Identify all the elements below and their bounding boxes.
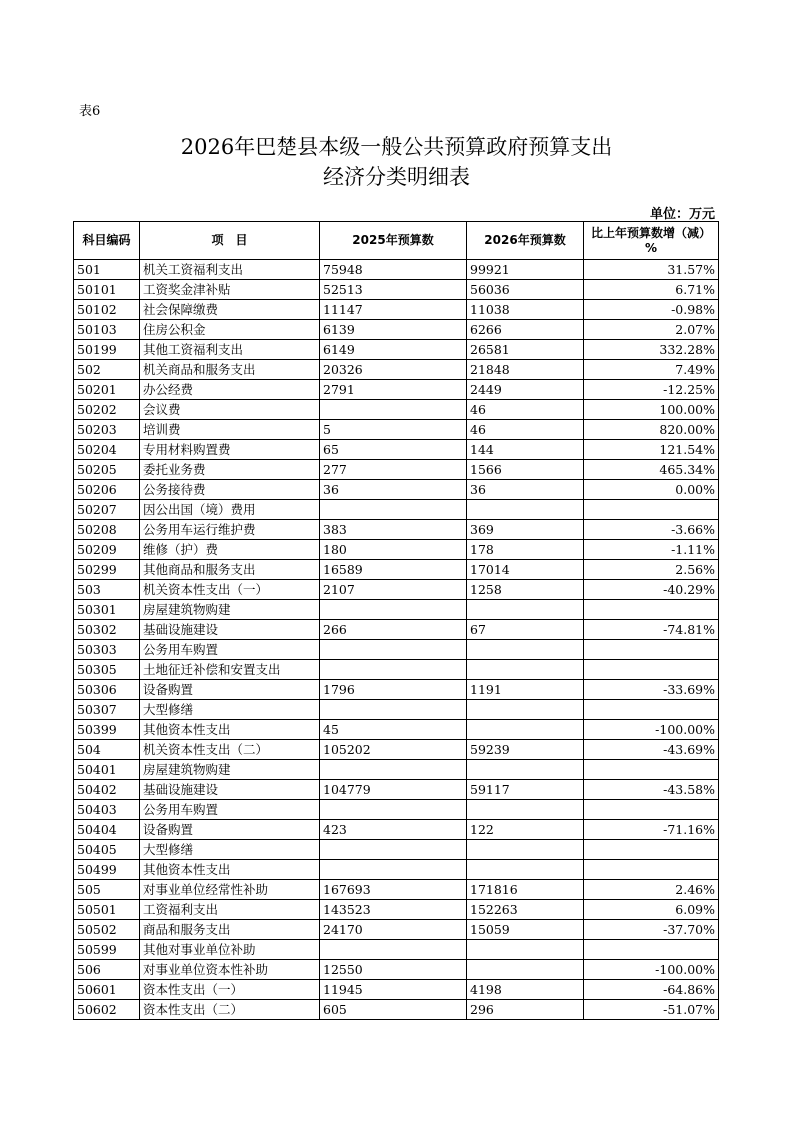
cell-2025-budget: 12550 [320, 960, 467, 980]
table-row [74, 660, 719, 680]
cell-2026-budget: 122 [467, 820, 584, 840]
cell-2025-budget [320, 800, 467, 820]
cell-change-percent [584, 500, 719, 520]
cell-2025-budget [320, 500, 467, 520]
cell-code: 50401 [74, 760, 140, 780]
table-row [74, 880, 719, 900]
table-row [74, 320, 719, 340]
cell-2026-budget: 59239 [467, 740, 584, 760]
table-row [74, 740, 719, 760]
cell-2025-budget [320, 400, 467, 420]
cell-change-percent: -74.81% [584, 620, 719, 640]
cell-code: 50209 [74, 540, 140, 560]
cell-2026-budget: 26581 [467, 340, 584, 360]
cell-2025-budget: 45 [320, 720, 467, 740]
cell-item: 房屋建筑物购建 [140, 600, 320, 620]
header-2026-budget: 2026年预算数 [467, 222, 584, 260]
cell-item: 机关资本性支出（一） [140, 580, 320, 600]
cell-2025-budget: 605 [320, 1000, 467, 1020]
table-row [74, 400, 719, 420]
cell-item: 房屋建筑物购建 [140, 760, 320, 780]
cell-code: 50206 [74, 480, 140, 500]
cell-2025-budget: 277 [320, 460, 467, 480]
cell-code: 50305 [74, 660, 140, 680]
expenditure-table [73, 221, 719, 1020]
cell-2026-budget: 152263 [467, 900, 584, 920]
cell-change-percent: -3.66% [584, 520, 719, 540]
table-row [74, 680, 719, 700]
cell-change-percent: 2.46% [584, 880, 719, 900]
header-2025-budget: 2025年预算数 [320, 222, 467, 260]
cell-code: 50404 [74, 820, 140, 840]
cell-change-percent: -40.29% [584, 580, 719, 600]
cell-item: 其他资本性支出 [140, 860, 320, 880]
cell-code: 501 [74, 260, 140, 280]
table-row [74, 520, 719, 540]
cell-2026-budget [467, 960, 584, 980]
cell-code: 502 [74, 360, 140, 380]
cell-change-percent: 100.00% [584, 400, 719, 420]
cell-2025-budget: 65 [320, 440, 467, 460]
cell-2025-budget: 1796 [320, 680, 467, 700]
table-row [74, 580, 719, 600]
cell-item: 因公出国（境）费用 [140, 500, 320, 520]
table-row [74, 860, 719, 880]
cell-code: 50202 [74, 400, 140, 420]
cell-item: 专用材料购置费 [140, 440, 320, 460]
cell-2026-budget: 6266 [467, 320, 584, 340]
cell-2025-budget: 24170 [320, 920, 467, 940]
cell-item: 公务用车购置 [140, 640, 320, 660]
cell-item: 工资奖金津补贴 [140, 280, 320, 300]
cell-item: 机关工资福利支出 [140, 260, 320, 280]
table-row [74, 620, 719, 640]
cell-2025-budget: 180 [320, 540, 467, 560]
table-row [74, 300, 719, 320]
cell-change-percent: 2.56% [584, 560, 719, 580]
cell-change-percent: -1.11% [584, 540, 719, 560]
cell-2026-budget: 11038 [467, 300, 584, 320]
cell-2026-budget [467, 640, 584, 660]
cell-change-percent [584, 760, 719, 780]
cell-change-percent: 2.07% [584, 320, 719, 340]
cell-code: 50399 [74, 720, 140, 740]
cell-code: 50201 [74, 380, 140, 400]
cell-2025-budget: 104779 [320, 780, 467, 800]
table-row [74, 440, 719, 460]
cell-code: 50601 [74, 980, 140, 1000]
table-row [74, 840, 719, 860]
cell-2026-budget: 1566 [467, 460, 584, 480]
cell-code: 50203 [74, 420, 140, 440]
cell-item: 资本性支出（二） [140, 1000, 320, 1020]
table-number-label: 表6 [79, 104, 101, 119]
cell-item: 商品和服务支出 [140, 920, 320, 940]
cell-2026-budget [467, 940, 584, 960]
cell-code: 50302 [74, 620, 140, 640]
cell-change-percent: 6.09% [584, 900, 719, 920]
cell-2026-budget: 178 [467, 540, 584, 560]
cell-code: 506 [74, 960, 140, 980]
table-row [74, 760, 719, 780]
table-row [74, 260, 719, 280]
cell-2025-budget: 11147 [320, 300, 467, 320]
cell-change-percent: -0.98% [584, 300, 719, 320]
cell-item: 机关商品和服务支出 [140, 360, 320, 380]
cell-2025-budget: 266 [320, 620, 467, 640]
cell-item: 公务用车购置 [140, 800, 320, 820]
cell-item: 会议费 [140, 400, 320, 420]
cell-item: 土地征迁补偿和安置支出 [140, 660, 320, 680]
header-code: 科目编码 [74, 222, 140, 260]
cell-2026-budget: 1191 [467, 680, 584, 700]
document-title-line2: 经济分类明细表 [323, 165, 470, 189]
cell-2025-budget: 2107 [320, 580, 467, 600]
table-row [74, 820, 719, 840]
cell-change-percent: -51.07% [584, 1000, 719, 1020]
table-row [74, 480, 719, 500]
cell-code: 504 [74, 740, 140, 760]
cell-item: 培训费 [140, 420, 320, 440]
cell-2025-budget: 75948 [320, 260, 467, 280]
cell-code: 50207 [74, 500, 140, 520]
cell-2026-budget: 2449 [467, 380, 584, 400]
cell-2025-budget: 105202 [320, 740, 467, 760]
cell-code: 50101 [74, 280, 140, 300]
cell-2026-budget [467, 840, 584, 860]
cell-2026-budget [467, 760, 584, 780]
cell-code: 50307 [74, 700, 140, 720]
table-row [74, 460, 719, 480]
cell-code: 50301 [74, 600, 140, 620]
table-row [74, 700, 719, 720]
cell-code: 50599 [74, 940, 140, 960]
cell-2025-budget [320, 700, 467, 720]
table-row [74, 600, 719, 620]
cell-2026-budget: 144 [467, 440, 584, 460]
cell-2026-budget: 56036 [467, 280, 584, 300]
cell-2026-budget: 67 [467, 620, 584, 640]
cell-2026-budget: 21848 [467, 360, 584, 380]
cell-change-percent: 31.57% [584, 260, 719, 280]
table-row [74, 280, 719, 300]
cell-code: 50402 [74, 780, 140, 800]
cell-code: 50199 [74, 340, 140, 360]
table-row [74, 500, 719, 520]
cell-change-percent [584, 840, 719, 860]
header-item: 项 目 [140, 222, 320, 260]
cell-code: 50303 [74, 640, 140, 660]
cell-code: 505 [74, 880, 140, 900]
cell-2025-budget: 5 [320, 420, 467, 440]
cell-2025-budget [320, 760, 467, 780]
cell-code: 50306 [74, 680, 140, 700]
cell-code: 50299 [74, 560, 140, 580]
cell-change-percent: 121.54% [584, 440, 719, 460]
cell-item: 大型修缮 [140, 700, 320, 720]
table-row [74, 640, 719, 660]
table-row [74, 960, 719, 980]
cell-code: 50602 [74, 1000, 140, 1020]
cell-code: 503 [74, 580, 140, 600]
cell-2025-budget: 36 [320, 480, 467, 500]
cell-2026-budget [467, 800, 584, 820]
cell-2025-budget: 6149 [320, 340, 467, 360]
cell-change-percent: 820.00% [584, 420, 719, 440]
cell-item: 办公经费 [140, 380, 320, 400]
cell-item: 委托业务费 [140, 460, 320, 480]
cell-item: 住房公积金 [140, 320, 320, 340]
cell-2025-budget: 52513 [320, 280, 467, 300]
table-row [74, 560, 719, 580]
cell-item: 基础设施建设 [140, 780, 320, 800]
cell-item: 工资福利支出 [140, 900, 320, 920]
table-row [74, 900, 719, 920]
cell-2026-budget [467, 500, 584, 520]
cell-2025-budget [320, 640, 467, 660]
cell-2025-budget: 6139 [320, 320, 467, 340]
cell-2026-budget [467, 720, 584, 740]
table-row [74, 920, 719, 940]
table-row [74, 780, 719, 800]
cell-change-percent: -33.69% [584, 680, 719, 700]
cell-2026-budget: 17014 [467, 560, 584, 580]
cell-item: 公务用车运行维护费 [140, 520, 320, 540]
cell-2025-budget: 383 [320, 520, 467, 540]
cell-code: 50205 [74, 460, 140, 480]
cell-2026-budget: 46 [467, 400, 584, 420]
cell-code: 50501 [74, 900, 140, 920]
cell-2026-budget: 59117 [467, 780, 584, 800]
cell-change-percent [584, 800, 719, 820]
cell-item: 设备购置 [140, 680, 320, 700]
cell-change-percent: -43.58% [584, 780, 719, 800]
cell-change-percent [584, 600, 719, 620]
table-row [74, 340, 719, 360]
cell-2026-budget [467, 600, 584, 620]
cell-code: 50405 [74, 840, 140, 860]
table-row [74, 1000, 719, 1020]
cell-item: 公务接待费 [140, 480, 320, 500]
cell-2026-budget: 46 [467, 420, 584, 440]
cell-item: 其他资本性支出 [140, 720, 320, 740]
cell-2025-budget [320, 860, 467, 880]
cell-code: 50502 [74, 920, 140, 940]
cell-2025-budget [320, 840, 467, 860]
cell-2026-budget: 1258 [467, 580, 584, 600]
cell-2026-budget [467, 700, 584, 720]
cell-item: 维修（护）费 [140, 540, 320, 560]
table-row [74, 940, 719, 960]
cell-change-percent [584, 640, 719, 660]
cell-2025-budget: 2791 [320, 380, 467, 400]
cell-item: 对事业单位经常性补助 [140, 880, 320, 900]
table-header-row [74, 222, 719, 260]
header-change-percent: 比上年预算数增（减）% [584, 222, 719, 260]
cell-2026-budget: 4198 [467, 980, 584, 1000]
cell-code: 50103 [74, 320, 140, 340]
cell-2025-budget: 20326 [320, 360, 467, 380]
cell-2025-budget: 11945 [320, 980, 467, 1000]
cell-change-percent [584, 700, 719, 720]
cell-2026-budget: 171816 [467, 880, 584, 900]
cell-item: 对事业单位资本性补助 [140, 960, 320, 980]
cell-item: 其他工资福利支出 [140, 340, 320, 360]
cell-2026-budget: 15059 [467, 920, 584, 940]
table-row [74, 800, 719, 820]
cell-2025-budget [320, 660, 467, 680]
table-row [74, 360, 719, 380]
document-title-line1: 2026年巴楚县本级一般公共预算政府预算支出 [180, 135, 613, 159]
cell-code: 50208 [74, 520, 140, 540]
table-row [74, 540, 719, 560]
table-body [74, 260, 719, 1020]
cell-2025-budget: 143523 [320, 900, 467, 920]
cell-2026-budget: 36 [467, 480, 584, 500]
cell-change-percent: -12.25% [584, 380, 719, 400]
cell-item: 资本性支出（一） [140, 980, 320, 1000]
table-row [74, 980, 719, 1000]
cell-2025-budget: 423 [320, 820, 467, 840]
cell-item: 机关资本性支出（二） [140, 740, 320, 760]
cell-item: 其他商品和服务支出 [140, 560, 320, 580]
cell-code: 50403 [74, 800, 140, 820]
cell-2025-budget [320, 600, 467, 620]
cell-2025-budget: 167693 [320, 880, 467, 900]
cell-2026-budget [467, 860, 584, 880]
cell-change-percent: -64.86% [584, 980, 719, 1000]
cell-2025-budget: 16589 [320, 560, 467, 580]
table-row [74, 420, 719, 440]
cell-change-percent: 7.49% [584, 360, 719, 380]
cell-change-percent [584, 860, 719, 880]
cell-2025-budget [320, 940, 467, 960]
cell-code: 50204 [74, 440, 140, 460]
cell-change-percent: -43.69% [584, 740, 719, 760]
cell-change-percent: 332.28% [584, 340, 719, 360]
cell-change-percent [584, 660, 719, 680]
cell-2026-budget: 369 [467, 520, 584, 540]
cell-2026-budget: 296 [467, 1000, 584, 1020]
unit-label: 单位：万元 [649, 207, 715, 222]
cell-change-percent: 0.00% [584, 480, 719, 500]
cell-code: 50102 [74, 300, 140, 320]
cell-change-percent: 6.71% [584, 280, 719, 300]
cell-change-percent [584, 940, 719, 960]
cell-change-percent: 465.34% [584, 460, 719, 480]
cell-item: 设备购置 [140, 820, 320, 840]
cell-code: 50499 [74, 860, 140, 880]
table-row [74, 380, 719, 400]
cell-2026-budget: 99921 [467, 260, 584, 280]
cell-2026-budget [467, 660, 584, 680]
cell-item: 其他对事业单位补助 [140, 940, 320, 960]
cell-change-percent: -100.00% [584, 960, 719, 980]
cell-change-percent: -37.70% [584, 920, 719, 940]
cell-change-percent: -71.16% [584, 820, 719, 840]
table-row [74, 720, 719, 740]
cell-change-percent: -100.00% [584, 720, 719, 740]
cell-item: 大型修缮 [140, 840, 320, 860]
cell-item: 基础设施建设 [140, 620, 320, 640]
cell-item: 社会保障缴费 [140, 300, 320, 320]
